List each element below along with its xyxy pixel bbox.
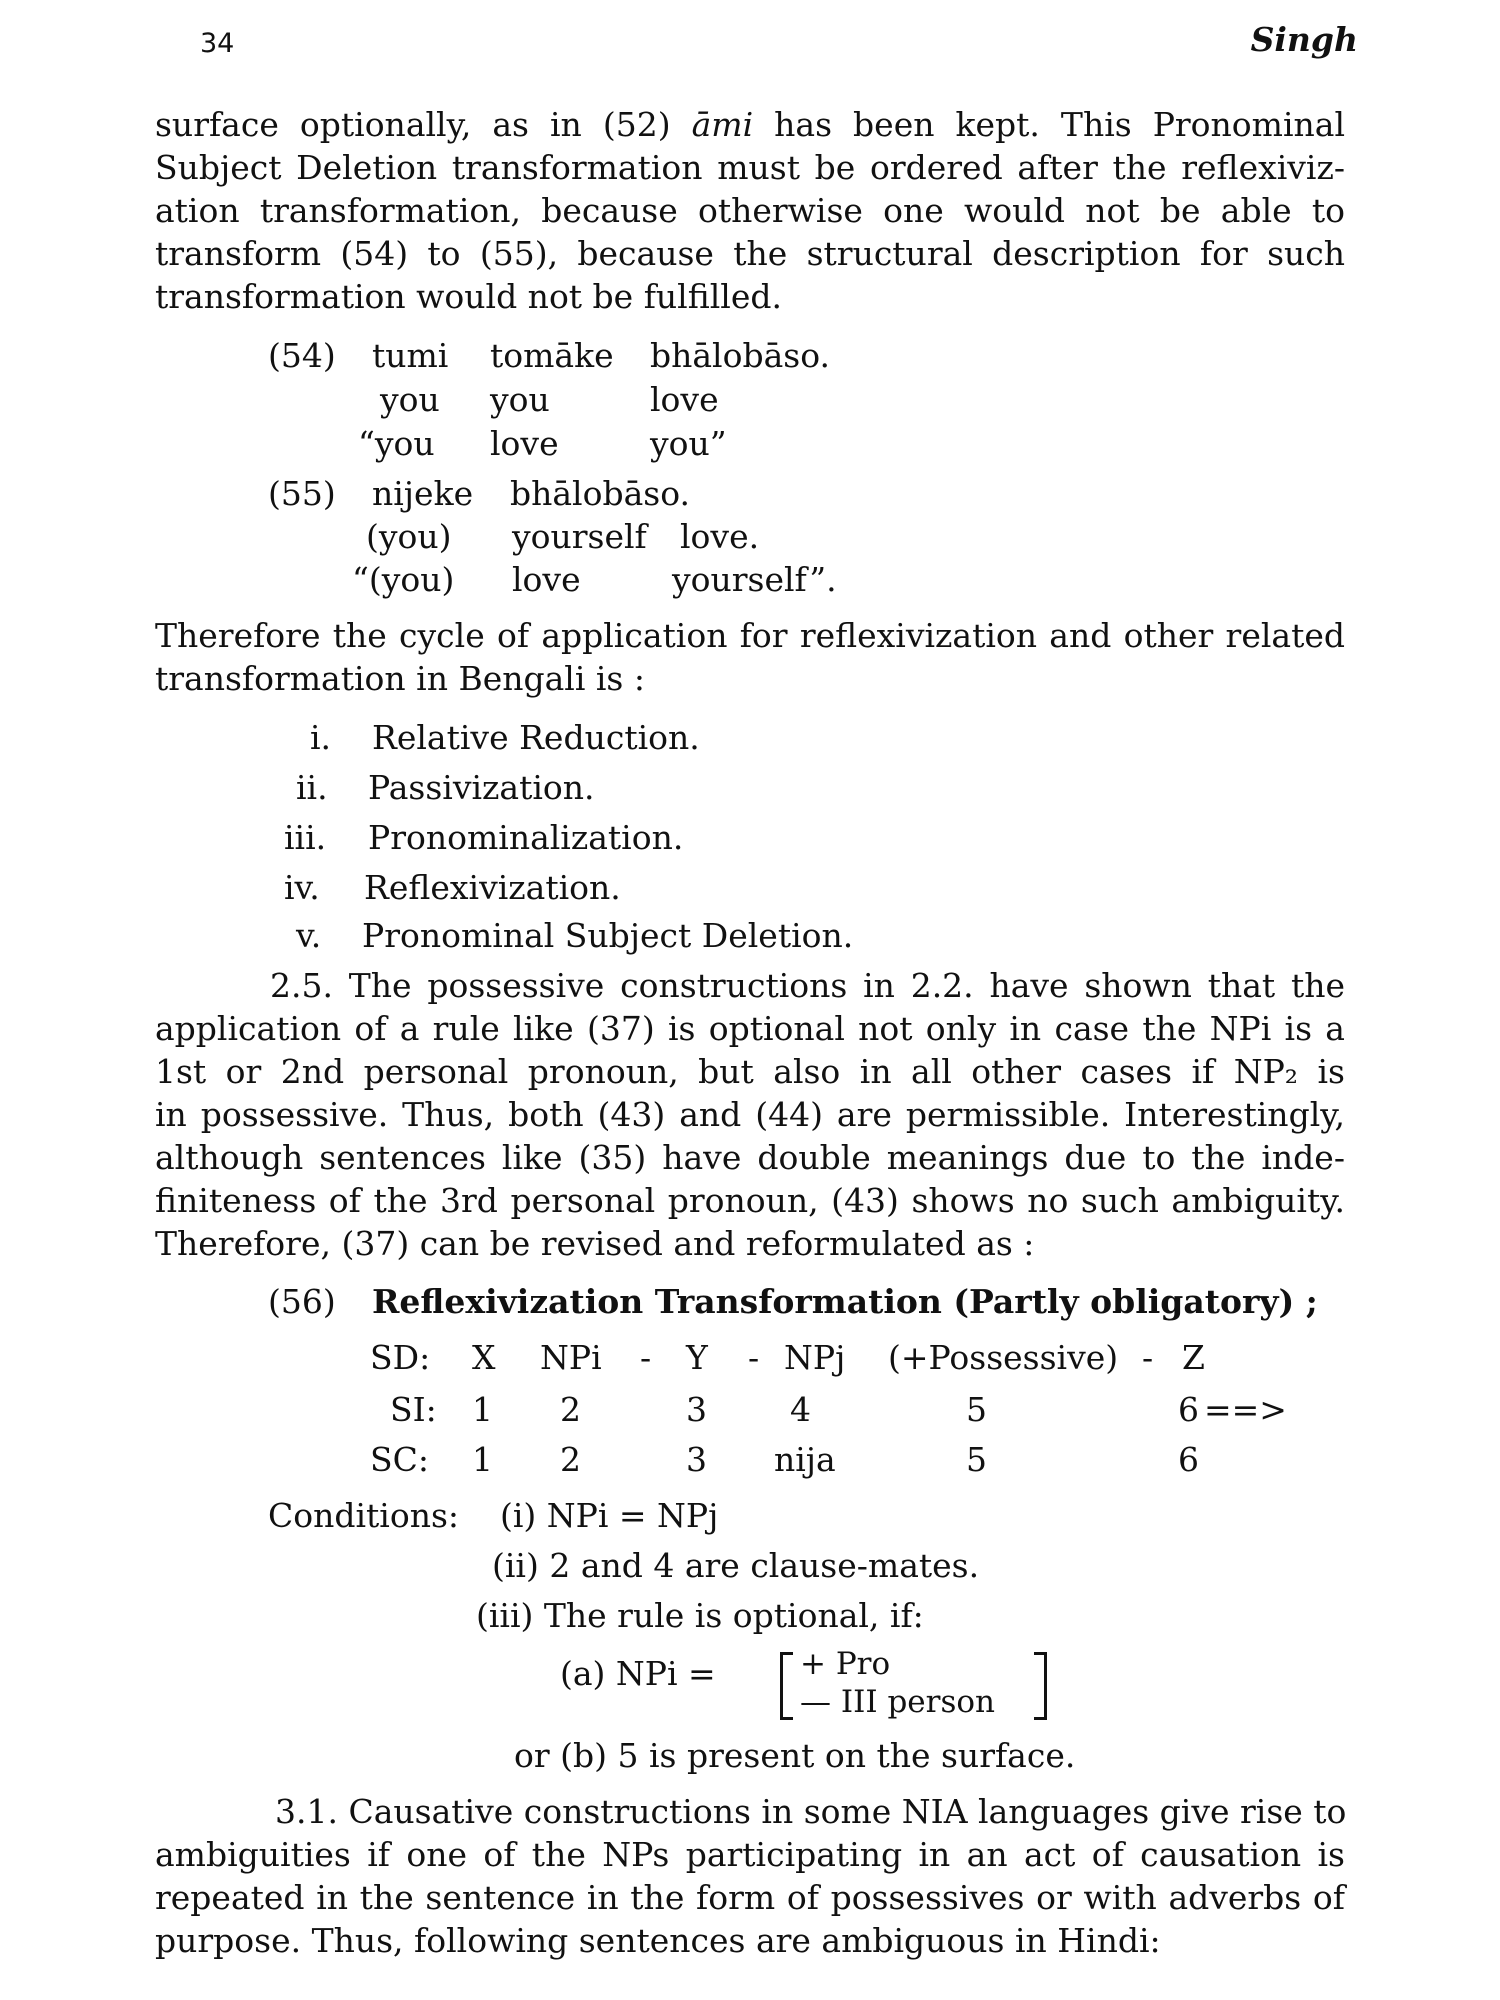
paragraph-line: application of a rule like (37) is optional not only in case the NPi is a (155, 1009, 1345, 1048)
sd-term: Y (686, 1338, 708, 1377)
sc-index: 1 (472, 1440, 493, 1479)
condition-iii-b: or (b) 5 is present on the surface. (514, 1736, 1076, 1775)
gloss-word: love (490, 424, 559, 463)
feature-pro: + Pro (800, 1646, 891, 1682)
paragraph-line: ation transformation, because otherwise one would not be able to (155, 191, 1345, 230)
sc-index: 5 (966, 1440, 987, 1479)
paragraph-line: 1st or 2nd personal pronoun, but also in all other cases if NP₂ is (155, 1052, 1345, 1091)
paragraph-line: purpose. Thus, following sentences are ambiguous in Hindi: (155, 1921, 1161, 1960)
paragraph-1 (155, 103, 1345, 318)
feature-bracket-right (1034, 1652, 1047, 1720)
list-number: v. (296, 916, 322, 955)
gloss-word: (you) (366, 517, 452, 556)
sd-term: - (640, 1338, 652, 1377)
paragraph-line: repeated in the sentence in the form of possessives or with adverbs of (155, 1878, 1345, 1917)
paragraph-line: in possessive. Thus, both (43) and (44) are permissible. Interestingly, (155, 1095, 1345, 1134)
sc-index: nija (774, 1440, 836, 1479)
paragraph-line: finiteness of the 3rd personal pronoun, (43) shows no such ambiguity. (155, 1181, 1345, 1220)
si-index: 2 (560, 1390, 581, 1429)
paragraph-4 (155, 1790, 1345, 1962)
gloss-word: you” (650, 424, 727, 463)
running-head: Singh (1250, 20, 1358, 59)
paragraph-line: 2.5. The possessive constructions in 2.2. have shown that the (270, 966, 1345, 1005)
rule-number: (56) (268, 1282, 336, 1321)
gloss-word: “(you) (352, 560, 455, 599)
paragraph-line: transformation in Bengali is : (155, 659, 645, 698)
si-label: SI: (390, 1390, 437, 1429)
si-index: 1 (472, 1390, 493, 1429)
list-item: Reflexivization. (364, 868, 621, 907)
gloss-word: “you (358, 424, 435, 463)
si-index: 3 (686, 1390, 707, 1429)
example-number: (55) (268, 474, 336, 513)
paragraph-line: transform (54) to (55), because the structural description for such (155, 234, 1345, 273)
sc-label: SC: (370, 1440, 429, 1479)
paragraph-line: ambiguities if one of the NPs participating in an act of causation is (155, 1835, 1345, 1874)
sc-index: 6 (1178, 1440, 1199, 1479)
sd-term: NPi (540, 1338, 602, 1377)
paragraph-line: Subject Deletion transformation must be ordered after the reflexiviz- (155, 148, 1345, 187)
list-item: Pronominalization. (368, 818, 684, 857)
sd-label: SD: (370, 1338, 431, 1377)
condition-iii: (iii) The rule is optional, if: (476, 1596, 924, 1635)
paragraph-line: although sentences like (35) have double meanings due to the inde- (155, 1138, 1345, 1177)
sd-term: - (748, 1338, 760, 1377)
gloss-word: love (650, 380, 719, 419)
list-number: iv. (284, 868, 320, 907)
paragraph-line: 3.1. Causative constructions in some NIA languages give rise to (275, 1792, 1347, 1831)
condition-ii: (ii) 2 and 4 are clause-mates. (492, 1546, 980, 1585)
page-number: 34 (200, 28, 235, 59)
paragraph-2 (155, 614, 1345, 700)
gloss-word: tomāke (490, 336, 614, 375)
si-index: 5 (966, 1390, 987, 1429)
list-item: Relative Reduction. (372, 718, 700, 757)
list-number: ii. (296, 768, 328, 807)
conditions-label: Conditions: (268, 1496, 460, 1535)
list-number: i. (310, 718, 332, 757)
sd-term: - (1142, 1338, 1154, 1377)
sc-index: 2 (560, 1440, 581, 1479)
si-index: 4 (790, 1390, 811, 1429)
gloss-word: nijeke (372, 474, 474, 513)
list-number: iii. (284, 818, 327, 857)
feature-bracket-left (780, 1652, 793, 1720)
si-index: 6 (1178, 1390, 1199, 1429)
condition-i: (i) NPi = NPj (500, 1496, 719, 1535)
gloss-word: you (380, 380, 440, 419)
gloss-word: you (490, 380, 550, 419)
sd-term: X (472, 1338, 496, 1377)
gloss-word: bhālobāso. (510, 474, 690, 513)
paragraph-3 (155, 964, 1345, 1265)
list-item: Passivization. (368, 768, 595, 807)
paragraph-line: Therefore, (37) can be revised and reformulated as : (155, 1224, 1035, 1263)
feature-person: — III person (800, 1684, 995, 1720)
paragraph-line: transformation would not be fulfilled. (155, 277, 782, 316)
sc-index: 3 (686, 1440, 707, 1479)
sd-term: NPj (784, 1338, 846, 1377)
gloss-word: yourself”. (672, 560, 837, 599)
rule-title: Reflexivization Transformation (Partly obligatory) ; (372, 1282, 1318, 1321)
condition-iii-a: (a) NPi = (560, 1654, 716, 1693)
gloss-word: yourself (512, 517, 647, 556)
gloss-word: love. (680, 517, 760, 556)
gloss-word: tumi (372, 336, 449, 375)
example-number: (54) (268, 336, 336, 375)
sd-term: (+Possessive) (888, 1338, 1119, 1377)
transformation-arrow: ==> (1204, 1390, 1287, 1429)
list-item: Pronominal Subject Deletion. (362, 916, 854, 955)
gloss-word: love (512, 560, 581, 599)
paragraph-line: Therefore the cycle of application for reflexivization and other related (155, 616, 1345, 655)
paragraph-line: surface optionally, as in (52) āmi has been kept. This Pronominal (155, 105, 1346, 144)
sd-term: Z (1182, 1338, 1205, 1377)
gloss-word: bhālobāso. (650, 336, 830, 375)
